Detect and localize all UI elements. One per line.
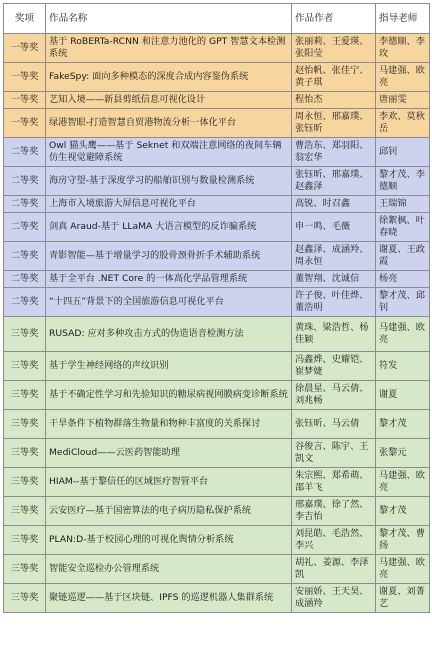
advisor-cell: 李德顺、李玫 bbox=[376, 34, 430, 63]
awards-table bbox=[3, 3, 430, 613]
advisor-cell: 杨亮 bbox=[376, 271, 430, 288]
award-cell: 三等奖 bbox=[4, 410, 46, 439]
award-cell: 三等奖 bbox=[4, 555, 46, 584]
header-award: 奖项 bbox=[4, 4, 46, 34]
table-row bbox=[4, 63, 430, 92]
advisor-cell: 黎才茂 bbox=[376, 410, 430, 439]
title-cell: 绿港智眼-打造智慧自贸港物流分析一体化平台 bbox=[46, 109, 292, 138]
title-cell: “十四五”背景下的全国旅游信息可视化平台 bbox=[46, 288, 292, 317]
awards-table-container bbox=[3, 3, 429, 613]
title-cell: RUSAD: 应对多种攻击方式的伪造语音检测方法 bbox=[46, 317, 292, 352]
table-row bbox=[4, 317, 430, 352]
author-cell: 胡礼、姜源、李泽凯 bbox=[292, 555, 376, 584]
title-cell: 基于 RoBERTa-RCNN 和注意力池化的 GPT 智慧文本检测系统 bbox=[46, 34, 292, 63]
award-cell: 三等奖 bbox=[4, 439, 46, 468]
author-cell: 邢嘉璞、徐了然、李吉怡 bbox=[292, 497, 376, 526]
author-cell: 程怡杰 bbox=[292, 92, 376, 109]
advisor-cell: 马建强、欧亮 bbox=[376, 555, 430, 584]
title-cell: HIAM--基于黎信任的区域医疗智管平台 bbox=[46, 468, 292, 497]
advisor-cell: 黎才茂 bbox=[376, 497, 430, 526]
author-cell: 张丽莉、王爱瑛、张阳莹 bbox=[292, 34, 376, 63]
table-row bbox=[4, 288, 430, 317]
author-cell: 周永恒、邢嘉璞、张钰昕 bbox=[292, 109, 376, 138]
award-cell: 一等奖 bbox=[4, 109, 46, 138]
award-cell: 三等奖 bbox=[4, 584, 46, 613]
award-cell: 二等奖 bbox=[4, 288, 46, 317]
table-row bbox=[4, 526, 430, 555]
table-row bbox=[4, 109, 430, 138]
table-row bbox=[4, 468, 430, 497]
title-cell: 智能安全巡检办公管理系统 bbox=[46, 555, 292, 584]
title-cell: MediCloud——云医药智能助理 bbox=[46, 439, 292, 468]
author-cell: 朱宗熙、郑希萌、邵羊飞 bbox=[292, 468, 376, 497]
title-cell: 上海市入境旅游大屏信息可视化平台 bbox=[46, 196, 292, 213]
table-row bbox=[4, 271, 430, 288]
award-cell: 二等奖 bbox=[4, 167, 46, 196]
advisor-cell: 黎才茂、邱钊 bbox=[376, 288, 430, 317]
table-row bbox=[4, 138, 430, 167]
table-row bbox=[4, 439, 430, 468]
author-cell: 谷俊言、陈宇、王凯文 bbox=[292, 439, 376, 468]
table-row bbox=[4, 242, 430, 271]
table-row bbox=[4, 555, 430, 584]
title-cell: 聚链巡逻——基于区块链、IPFS 的巡逻机器人集群系统 bbox=[46, 584, 292, 613]
award-cell: 三等奖 bbox=[4, 317, 46, 352]
advisor-cell: 唐丽雯 bbox=[376, 92, 430, 109]
advisor-cell: 谢夏、刘菁艺 bbox=[376, 584, 430, 613]
table-row bbox=[4, 381, 430, 410]
advisor-cell: 马建强、欧亮 bbox=[376, 317, 430, 352]
author-cell: 赵怡帆、张佳宁、黄子琪 bbox=[292, 63, 376, 92]
table-row bbox=[4, 352, 430, 381]
title-cell: 海房守望-基于深度学习的船舶识别与数量检测系统 bbox=[46, 167, 292, 196]
awards-table-body bbox=[4, 34, 430, 613]
header-title: 作品名称 bbox=[46, 4, 292, 34]
table-row bbox=[4, 497, 430, 526]
table-row bbox=[4, 34, 430, 63]
table-row bbox=[4, 410, 430, 439]
advisor-cell: 王瑞锦 bbox=[376, 196, 430, 213]
title-cell: 云安医疗—基于国密算法的电子病历隐私保护系统 bbox=[46, 497, 292, 526]
title-cell: FakeSpy: 面向多种模态的深度合成内容鉴伪系统 bbox=[46, 63, 292, 92]
advisor-cell: 符发 bbox=[376, 352, 430, 381]
award-cell: 三等奖 bbox=[4, 352, 46, 381]
advisor-cell: 黎才茂、李德顺 bbox=[376, 167, 430, 196]
author-cell: 高锐、时召鑫 bbox=[292, 196, 376, 213]
author-cell: 安丽娇、王天昊、成涵羚 bbox=[292, 584, 376, 613]
award-cell: 二等奖 bbox=[4, 271, 46, 288]
table-row bbox=[4, 584, 430, 613]
title-cell: 艺知入境——新县剪纸信息可视化设计 bbox=[46, 92, 292, 109]
advisor-cell: 邱钊 bbox=[376, 138, 430, 167]
award-cell: 二等奖 bbox=[4, 196, 46, 213]
advisor-cell: 黎才茂、曹扬 bbox=[376, 526, 430, 555]
advisor-cell: 张黎元 bbox=[376, 439, 430, 468]
title-cell: 青影智能—基于增量学习的股骨颈骨折手术辅助系统 bbox=[46, 242, 292, 271]
author-cell: 曹浩东、郑羽阳、翁宏华 bbox=[292, 138, 376, 167]
author-cell: 冯鑫烨、史耀铠、崔梦婕 bbox=[292, 352, 376, 381]
title-cell: Owl 猫头鹰——基于 Seknet 和双端注意网络的夜间车辆仿生视觉避障系统 bbox=[46, 138, 292, 167]
author-cell: 张钰昕、邢嘉璞、赵鑫泽 bbox=[292, 167, 376, 196]
author-cell: 张钰昕、马云倩 bbox=[292, 410, 376, 439]
advisor-cell: 李欢、莫秋岳 bbox=[376, 109, 430, 138]
advisor-cell: 谢夏 bbox=[376, 381, 430, 410]
table-row bbox=[4, 213, 430, 242]
author-cell: 黄珠、梁浩哲、杨佳颖 bbox=[292, 317, 376, 352]
header-advisor: 指导老师 bbox=[376, 4, 430, 34]
award-cell: 二等奖 bbox=[4, 242, 46, 271]
author-cell: 董智翔、沈诚信 bbox=[292, 271, 376, 288]
award-cell: 三等奖 bbox=[4, 497, 46, 526]
title-cell: 干旱条件下植物群落生物量和物种丰富度的关系探讨 bbox=[46, 410, 292, 439]
table-row bbox=[4, 196, 430, 213]
author-cell: 申一鸣、毛薇 bbox=[292, 213, 376, 242]
advisor-cell: 谢夏、王政霞 bbox=[376, 242, 430, 271]
title-cell: 基于全平台 .NET Core 的一体高化学品管理系统 bbox=[46, 271, 292, 288]
title-cell: 基于不确定性学习和先验知识的糖尿病视网膜病变诊断系统 bbox=[46, 381, 292, 410]
title-cell: 基于学生神经网络的声纹识别 bbox=[46, 352, 292, 381]
award-cell: 二等奖 bbox=[4, 213, 46, 242]
author-cell: 赵鑫泽、成涵羚、周永恒 bbox=[292, 242, 376, 271]
author-cell: 徐晨星、马云倩、刘兆畅 bbox=[292, 381, 376, 410]
author-cell: 许子俊、叶佳烨、董浩明 bbox=[292, 288, 376, 317]
award-cell: 三等奖 bbox=[4, 468, 46, 497]
author-cell: 刘昆皓、毛浩然、李兴 bbox=[292, 526, 376, 555]
advisor-cell: 马建强、欧亮 bbox=[376, 63, 430, 92]
title-cell: 剑真 Araud-基于 LLaMA 大语言模型的反诈骗系统 bbox=[46, 213, 292, 242]
award-cell: 一等奖 bbox=[4, 34, 46, 63]
table-row bbox=[4, 167, 430, 196]
table-header-row bbox=[4, 4, 430, 34]
table-row bbox=[4, 92, 430, 109]
advisor-cell: 徐絮枫、叶春晓 bbox=[376, 213, 430, 242]
award-cell: 三等奖 bbox=[4, 526, 46, 555]
award-cell: 一等奖 bbox=[4, 92, 46, 109]
award-cell: 三等奖 bbox=[4, 381, 46, 410]
title-cell: PLAN:D-基于校园心理的可视化舆情分析系统 bbox=[46, 526, 292, 555]
advisor-cell: 马建强、欧亮 bbox=[376, 468, 430, 497]
award-cell: 一等奖 bbox=[4, 63, 46, 92]
award-cell: 二等奖 bbox=[4, 138, 46, 167]
header-author: 作品作者 bbox=[292, 4, 376, 34]
